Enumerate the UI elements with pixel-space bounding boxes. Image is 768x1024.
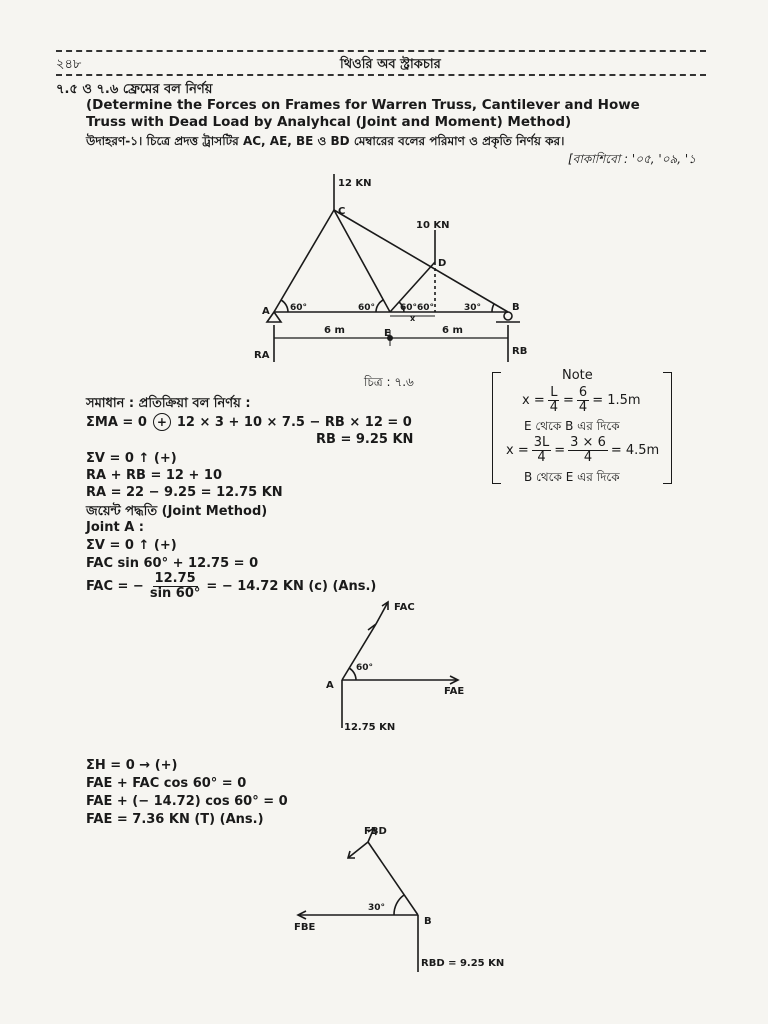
node-label-d: D bbox=[438, 258, 447, 269]
label-fac: FAC bbox=[394, 602, 415, 613]
moment-lhs: ΣMA = 0 bbox=[86, 414, 147, 430]
angle-label-e-left: 60° bbox=[358, 303, 376, 313]
angle-arc-b bbox=[492, 304, 494, 312]
fae-result: FAE = 7.36 KN (T) (Ans.) bbox=[86, 812, 264, 827]
label-node-a: A bbox=[326, 680, 334, 691]
section-english-title-line1: (Determine the Forces on Frames for Warren Truss, Cantilever and Howe bbox=[86, 97, 640, 113]
moment-equation: 12 × 3 + 10 × 7.5 − RB × 12 = 0 bbox=[176, 414, 412, 430]
page-number: ২৪৮ bbox=[56, 57, 82, 72]
note-eq2-lhs: x = bbox=[506, 443, 529, 459]
note-eq1-equals: = bbox=[563, 393, 574, 409]
label-fbd: FBD bbox=[364, 826, 387, 837]
note-equation-2 bbox=[506, 436, 659, 466]
note-bracket-right bbox=[663, 372, 672, 484]
fae-equation-1: FAE + FAC cos 60° = 0 bbox=[86, 776, 247, 791]
note-eq2-fraction-2: $\frac{3 \times 6}{4}$ bbox=[570, 435, 606, 466]
note-eq1-text: E থেকে B এর দিকে bbox=[524, 419, 620, 433]
label-reaction-1275: 12.75 KN bbox=[344, 722, 396, 733]
label-angle-60: 60° bbox=[356, 663, 374, 673]
angle-label-e-right: 60° bbox=[400, 303, 418, 313]
fbd-arrow-tick bbox=[348, 842, 368, 858]
note-eq1-fraction-1: $\frac{L}{4}$ bbox=[549, 385, 558, 416]
reaction-label-b: RB bbox=[512, 346, 528, 357]
moment-sign-icon: + bbox=[153, 413, 171, 431]
label-fae: FAE bbox=[444, 686, 465, 697]
sum-vertical-joint-a: ΣV = 0 ↑ (+) bbox=[86, 538, 177, 553]
note-eq1-fraction-2: $\frac{6}{4}$ bbox=[578, 385, 588, 416]
support-b-roller bbox=[504, 312, 512, 320]
label-reaction-rbd: RBD = 9.25 KN bbox=[421, 958, 505, 969]
span-label-right: 6 m bbox=[442, 325, 463, 336]
node-label-b: B bbox=[512, 302, 520, 313]
fac-rhs: = − 14.72 KN (c) (Ans.) bbox=[206, 579, 377, 595]
sum-reactions: RA + RB = 12 + 10 bbox=[86, 468, 223, 483]
node-label-e: E bbox=[384, 328, 391, 339]
note-equation-1 bbox=[522, 386, 641, 416]
exam-reference: [বাকাশিবো : '০৫, '০৯, '১ bbox=[568, 152, 697, 166]
truss-figure bbox=[240, 170, 540, 370]
load-label-d: 10 KN bbox=[416, 220, 450, 231]
label-node-b: B bbox=[424, 916, 432, 927]
note-bracket-left bbox=[492, 372, 501, 484]
joint-b-diagram bbox=[288, 820, 528, 980]
member-ac bbox=[274, 210, 334, 312]
joint-a-heading: Joint A : bbox=[86, 520, 145, 535]
sum-vertical: ΣV = 0 ↑ (+) bbox=[86, 451, 177, 466]
solution-heading: সমাধান : প্রতিক্রিয়া বল নির্ণয় : bbox=[86, 396, 251, 411]
fac-fraction: $\frac{12.75}{\sin 60^\circ}$ bbox=[149, 571, 201, 602]
section-title: ৭.৫ ও ৭.৬ ফ্রেমের বল নির্ণয় bbox=[56, 82, 213, 97]
ra-result: RA = 22 − 9.25 = 12.75 KN bbox=[86, 485, 283, 500]
dim-x-label: x bbox=[410, 314, 416, 323]
label-fbe: FBE bbox=[294, 922, 316, 933]
fac-equation: FAC sin 60° + 12.75 = 0 bbox=[86, 556, 259, 571]
note-eq1-rhs: = 1.5m bbox=[592, 393, 641, 409]
example-statement: উদাহরণ-১। চিত্রে প্রদত্ত ট্রাসটির AC, AE, BE ও BD মেম্বারের বলের পরিমাণ ও প্রকৃতি নির্ণয় কর। bbox=[86, 134, 565, 148]
section-english-title-line2: Truss with Dead Load by Analyhcal (Joint and Moment) Method) bbox=[86, 114, 572, 130]
note-box bbox=[492, 366, 672, 486]
fae-equation-2: FAE + (− 14.72) cos 60° = 0 bbox=[86, 794, 288, 809]
note-eq2-equals: = bbox=[554, 443, 566, 459]
note-title: Note bbox=[562, 368, 593, 383]
book-title: থিওরি অব স্ট্রাকচার bbox=[340, 57, 441, 72]
rb-result: RB = 9.25 KN bbox=[316, 432, 414, 447]
angle-arc-60 bbox=[349, 668, 356, 680]
load-label-c: 12 KN bbox=[338, 178, 372, 189]
header-rule-bottom bbox=[56, 74, 706, 76]
angle-arc-e-left bbox=[376, 300, 383, 312]
header-rule-top bbox=[56, 50, 706, 52]
angle-label-a: 60° bbox=[290, 303, 308, 313]
moment-equation-row bbox=[86, 413, 412, 431]
angle-arc-a bbox=[281, 300, 288, 312]
fac-lhs: FAC = − bbox=[86, 579, 144, 595]
label-angle-30: 30° bbox=[368, 903, 386, 913]
sum-horizontal: ΣH = 0 → (+) bbox=[86, 758, 178, 773]
joint-a-diagram bbox=[318, 598, 478, 738]
reaction-label-a: RA bbox=[254, 350, 270, 361]
angle-arc-30 bbox=[394, 895, 404, 915]
node-label-c: C bbox=[338, 206, 346, 217]
note-eq1-lhs: x = bbox=[522, 393, 545, 409]
angle-label-e-d: 60° bbox=[417, 303, 435, 313]
joint-method-heading: জয়েন্ট পদ্ধতি (Joint Method) bbox=[86, 504, 268, 519]
note-eq2-rhs: = 4.5m bbox=[610, 443, 660, 459]
span-label-left: 6 m bbox=[324, 325, 345, 336]
node-label-a: A bbox=[262, 306, 270, 317]
note-eq2-fraction-1: $\frac{3L}{4}$ bbox=[533, 435, 550, 466]
figure-caption: চিত্র : ৭.৬ bbox=[364, 375, 414, 389]
member-ce bbox=[334, 210, 390, 312]
note-eq2-text: B থেকে E এর দিকে bbox=[524, 470, 620, 484]
angle-label-b: 30° bbox=[464, 303, 482, 313]
